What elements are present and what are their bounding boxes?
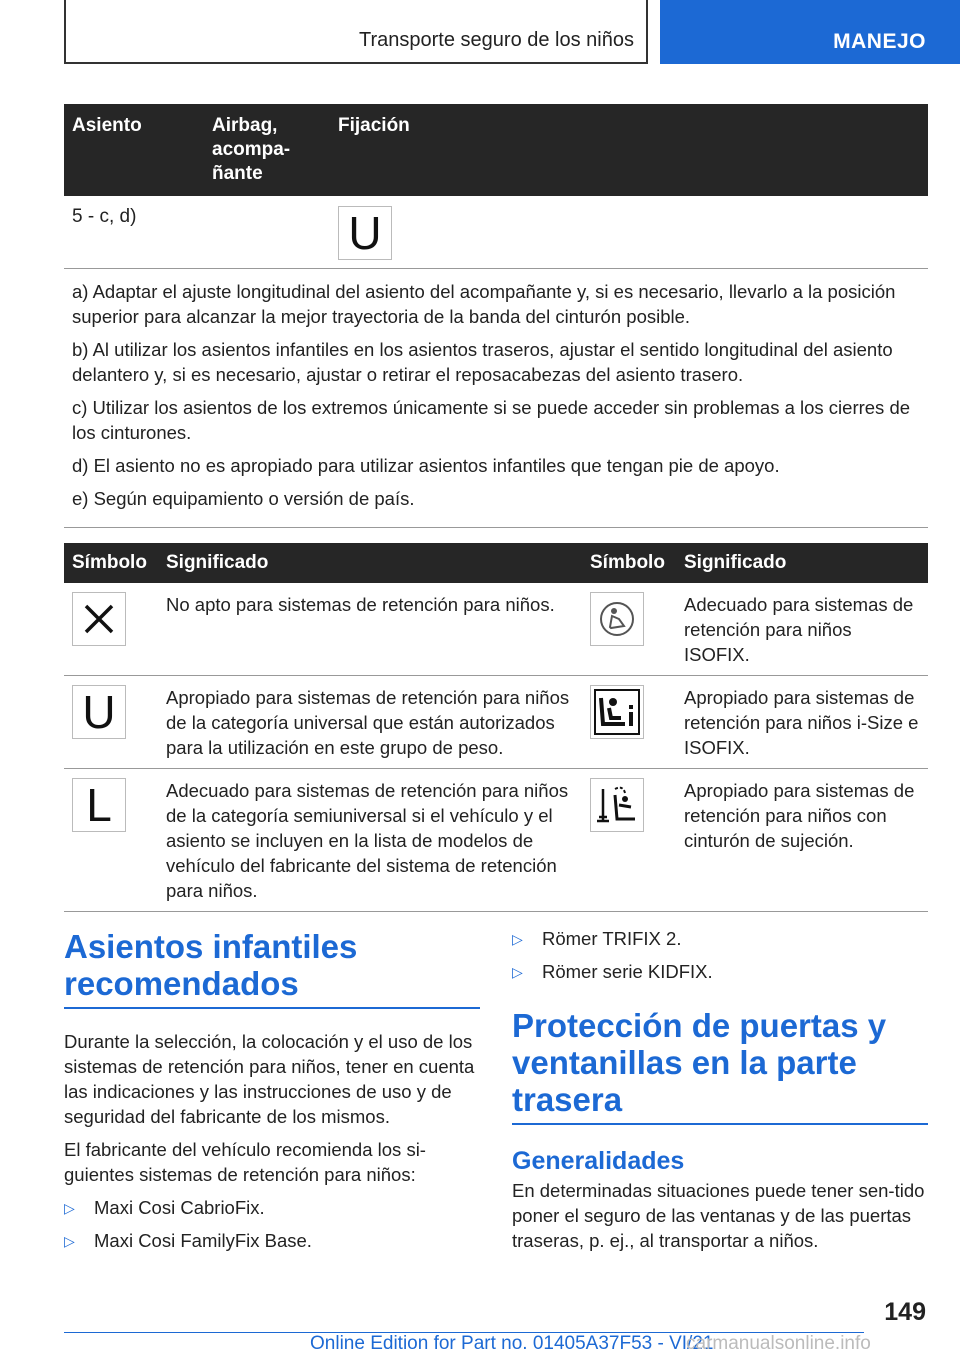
list-item: ▷ Römer TRIFIX 2. [512, 926, 928, 952]
col-header-seat: Asiento [64, 104, 204, 196]
chapter-title: MANEJO [833, 30, 926, 53]
meaning-universal: Apropiado para sistemas de retención para niños de la categoría universal que están autorizados para la utilización en este grupo de peso. [158, 676, 582, 769]
col-header-symbol-1: Símbolo [64, 543, 158, 583]
footnotes [64, 269, 928, 528]
left-column [64, 928, 480, 1261]
section-title: Transporte seguro de los niños [359, 29, 634, 51]
footer-edition: Online Edition for Part no. 01405A37F53 - VI/21 [310, 1333, 714, 1354]
heading-door-protection: Protección de puertas y ventanillas en la parte trasera [512, 1007, 887, 1118]
footnote-c: c) Utilizar los asientos de los extremos únicamente si se puede acceder sin problemas a los cierres de los cinturones. [72, 397, 911, 443]
not-suitable-x-icon [72, 592, 126, 646]
paragraph-general: En determinadas situaciones puede tener sen-tido poner el seguro de las ventanas y de las puertas traseras, p. ej., al transportar a niños. [512, 1180, 925, 1251]
table-row [64, 676, 928, 769]
footnote-d: d) El asiento no es apropiado para utilizar asientos infantiles que tengan pie de apoyo. [72, 455, 780, 476]
footnote-b: b) Al utilizar los asientos infantiles en los asientos traseros, ajustar el sentido longitudinal del asiento delantero y, si es necesario, ajustar o retirar el reposacabezas del asiento trasero. [72, 339, 893, 385]
list-item: ▷ Maxi Cosi FamilyFix Base. [64, 1228, 480, 1254]
heading-rule [64, 1007, 480, 1009]
meaning-not-suitable: No apto para sistemas de retención para niños. [158, 583, 582, 676]
isofix-child-seat-icon [590, 592, 644, 646]
fixation-cell [330, 196, 928, 269]
top-tether-child-seat-icon [590, 778, 644, 832]
seat-cell: 5 - c, d) [64, 196, 204, 269]
section-header-box [64, 0, 648, 64]
semi-universal-l-icon: L [72, 778, 126, 832]
paragraph-selection: Durante la selección, la colocación y el uso de los sistemas de retención para niños, tener en cuenta las indicaciones y las instrucciones de uso y de seguridad del fabricante de los mismos. [64, 1031, 475, 1127]
triangle-bullet-icon: ▷ [512, 931, 523, 947]
triangle-bullet-icon: ▷ [512, 964, 523, 980]
recommended-list-left [64, 1195, 480, 1254]
col-header-fixation: Fijación [330, 104, 928, 196]
chapter-tab [660, 0, 960, 64]
recommended-list-right [512, 926, 928, 985]
heading-recommended-seats: Asientos infantiles recomendados [64, 928, 358, 1002]
col-header-meaning-1: Significado [158, 543, 582, 583]
col-header-meaning-2: Significado [676, 543, 928, 583]
meaning-i-size: Apropiado para sistemas de retención para niños i-Size e ISOFIX. [676, 676, 928, 769]
table-row [64, 583, 928, 676]
heading-rule [512, 1123, 928, 1125]
footnote-e: e) Según equipamiento o versión de país. [72, 488, 415, 509]
seat-table [64, 104, 928, 528]
watermark: carmanualsonline.info [686, 1333, 871, 1354]
footnote-a: a) Adaptar el ajuste longitudinal del asiento del acompañante y, si es necesario, llevarlo a la posición superior para alcanzar la mejor trayectoria de la banda del cinturón posible. [72, 281, 896, 327]
triangle-bullet-icon: ▷ [64, 1200, 75, 1216]
universal-u-icon: U [72, 685, 126, 739]
meaning-semi-universal: Adecuado para sistemas de retención para niños de la categoría semiuniversal si el vehículo y el asiento se incluyen en la lista de modelos de vehículo del fabricante del sistema de retención para niños. [158, 769, 582, 912]
col-header-symbol-2: Símbolo [582, 543, 676, 583]
list-item: ▷ Maxi Cosi CabrioFix. [64, 1195, 480, 1221]
meaning-top-tether: Apropiado para sistemas de retención para niños con cinturón de sujeción. [676, 769, 928, 912]
universal-u-icon: U [338, 206, 392, 260]
table-row [64, 769, 928, 912]
triangle-bullet-icon: ▷ [64, 1233, 75, 1249]
col-header-airbag: Airbag, acompa- ñante [204, 104, 330, 196]
list-item: ▷ Römer serie KIDFIX. [512, 959, 928, 985]
i-size-child-seat-icon [590, 685, 644, 739]
paragraph-manufacturer: El fabricante del vehículo recomienda los si-guientes sistemas de retención para niños: [64, 1139, 426, 1185]
right-column [512, 926, 928, 1261]
subheading-general: Generalidades [512, 1147, 685, 1175]
airbag-cell [204, 196, 330, 269]
symbol-table [64, 543, 928, 912]
table-row [64, 196, 928, 269]
page-number: 149 [884, 1298, 926, 1326]
meaning-isofix: Adecuado para sistemas de retención para niños ISOFIX. [676, 583, 928, 676]
